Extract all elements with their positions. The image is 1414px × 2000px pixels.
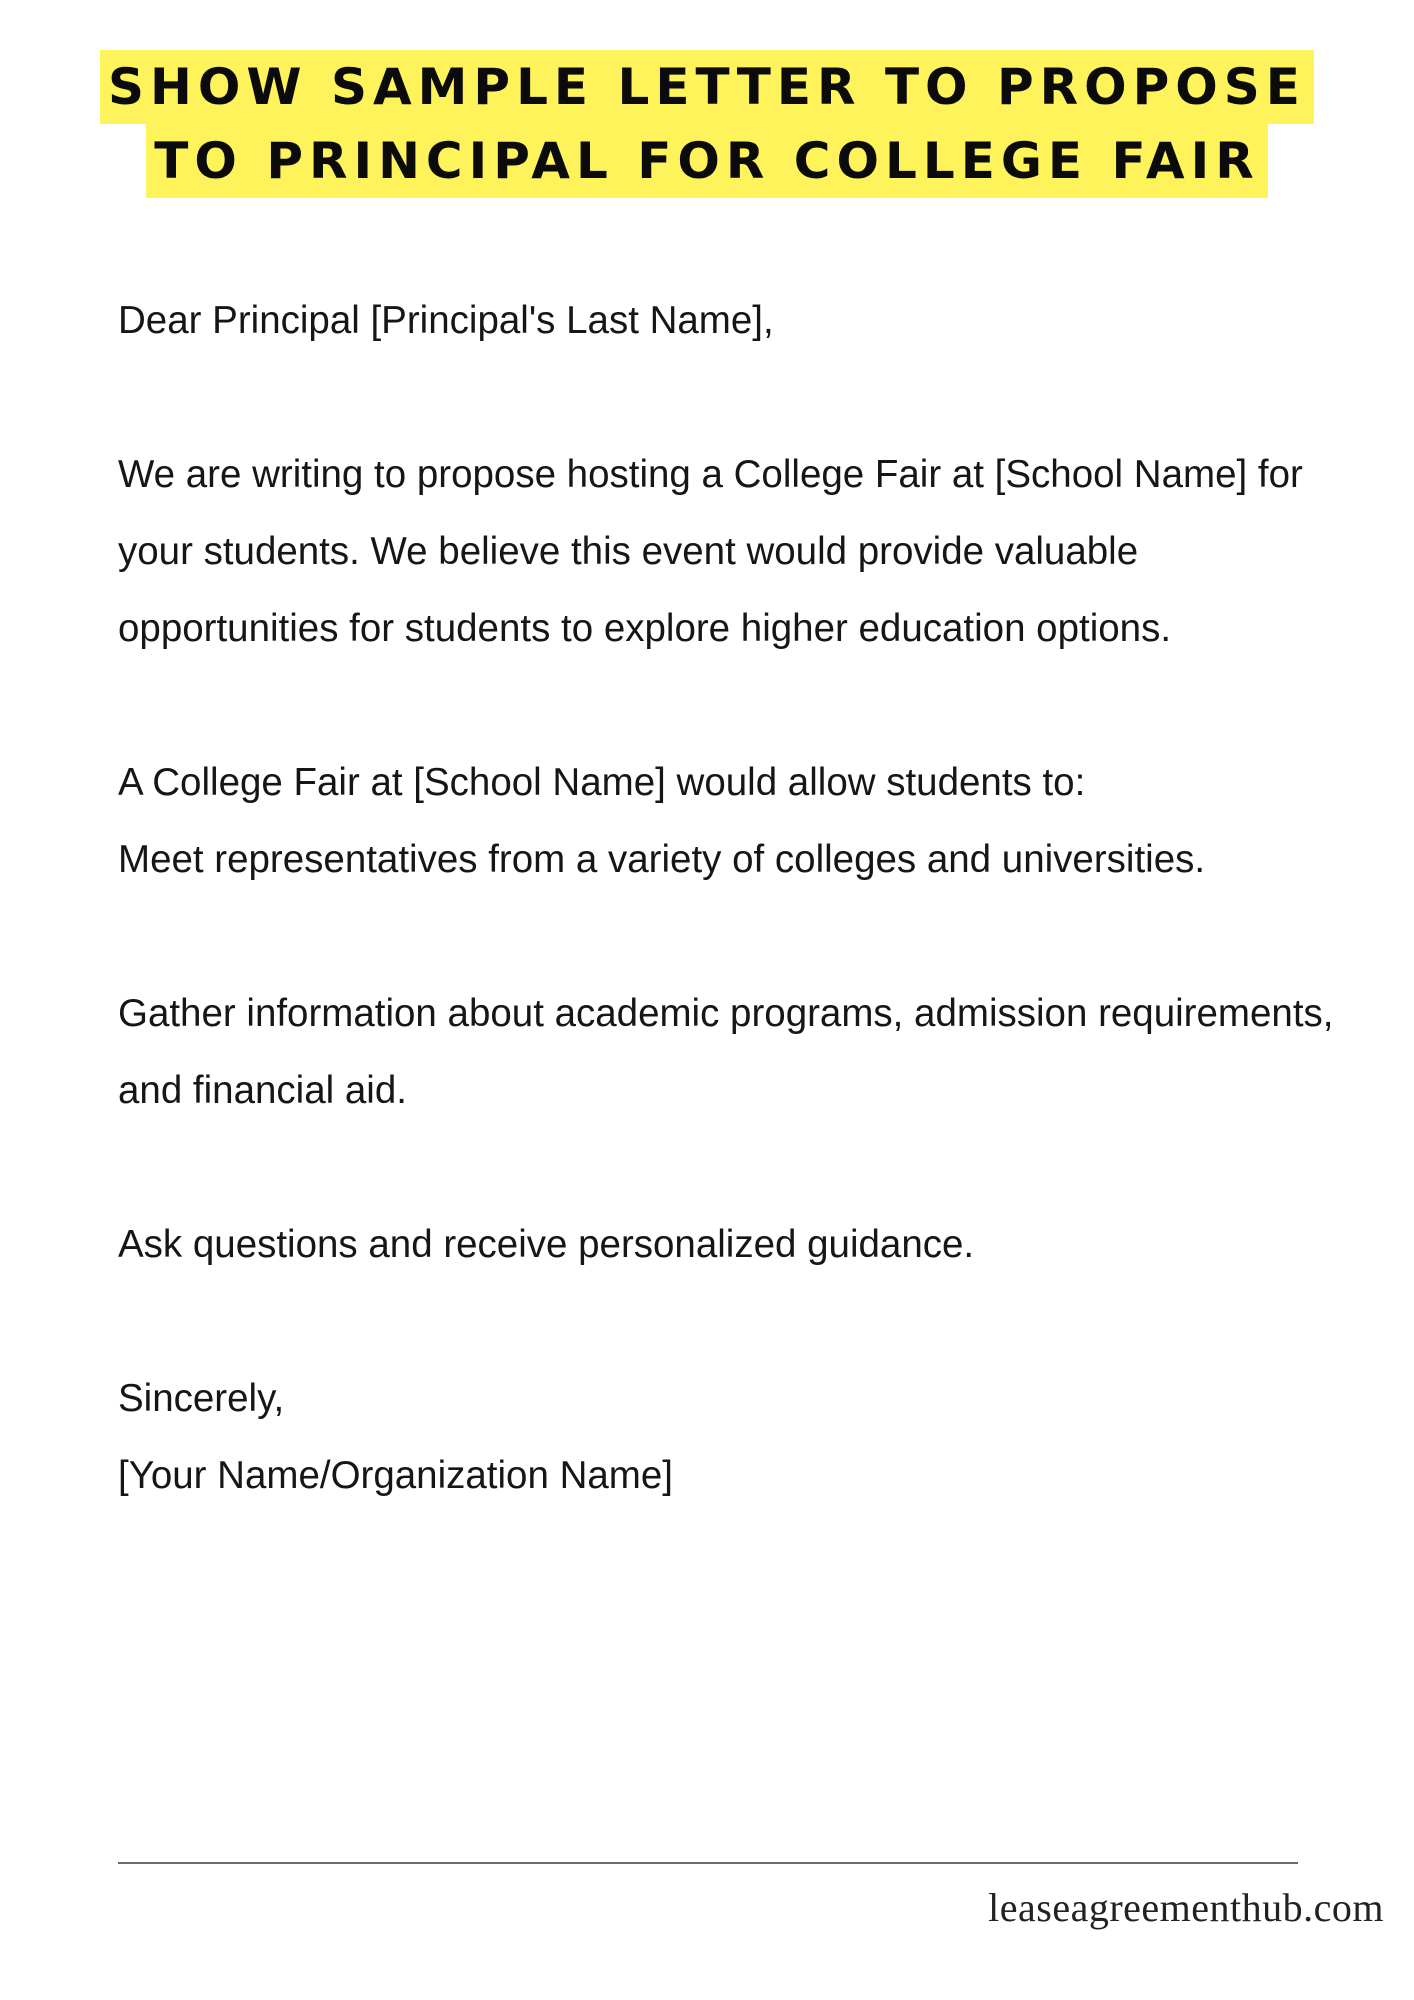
paragraph-intro: We are writing to propose hosting a College Fair at [School Name] for your students. We believe this event would provide valuable opportunities for students to explore higher education options. xyxy=(118,453,1303,650)
letter-body xyxy=(118,282,1358,1514)
benefit-item-ask-questions: Ask questions and receive personalized guidance. xyxy=(118,1223,975,1266)
website-logo: leaseagreementhub.com xyxy=(988,1885,1384,1930)
title-line-2: TO PRINCIPAL FOR COLLEGE FAIR xyxy=(146,124,1267,198)
benefit-item-gather-information: Gather information about academic programs, admission requirements, and financial aid. xyxy=(118,992,1334,1112)
title-line-1: SHOW SAMPLE LETTER TO PROPOSE xyxy=(100,50,1314,124)
salutation: Dear Principal [Principal's Last Name], xyxy=(118,299,774,342)
footer-divider xyxy=(118,1862,1298,1864)
benefit-item-meet-representatives: Meet representatives from a variety of colleges and universities. xyxy=(118,838,1206,881)
closing: Sincerely, xyxy=(118,1377,285,1420)
paragraph-benefits-lead: A College Fair at [School Name] would allow students to: xyxy=(118,761,1086,804)
document-title xyxy=(0,50,1414,198)
signature: [Your Name/Organization Name] xyxy=(118,1454,673,1497)
